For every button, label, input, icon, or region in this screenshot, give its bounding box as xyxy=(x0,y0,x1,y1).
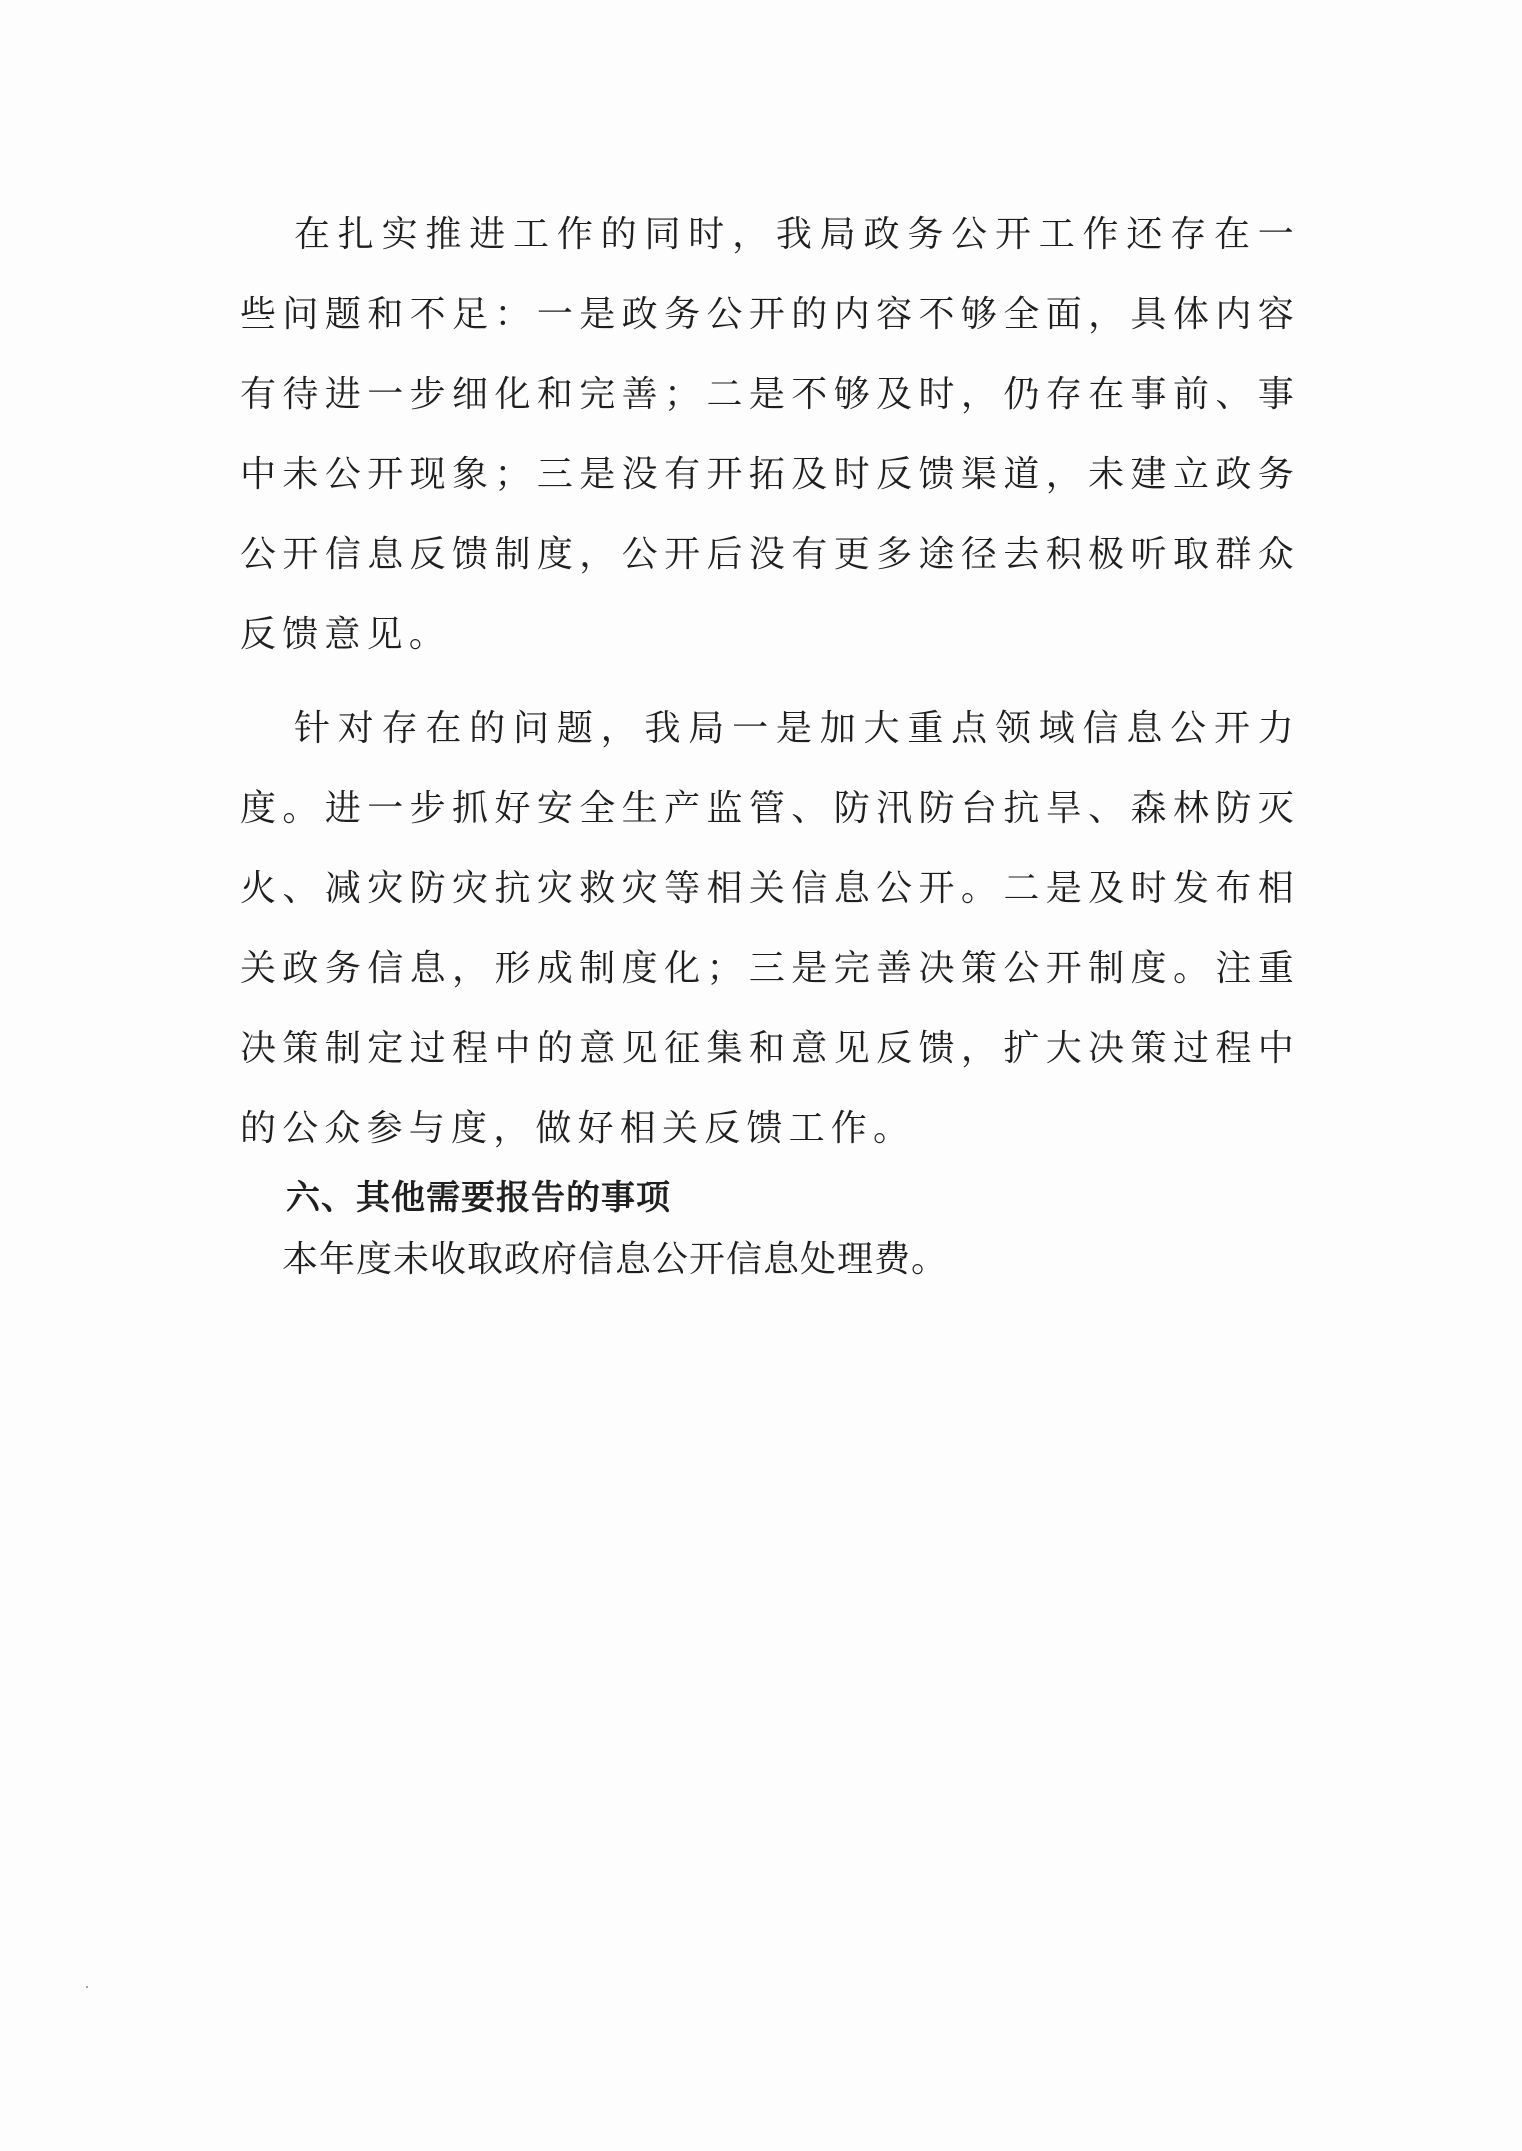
document-body xyxy=(240,195,1300,1293)
scan-speck xyxy=(86,1986,88,1988)
section-heading: 六、其他需要报告的事项 xyxy=(286,1178,671,1218)
section-text: 本年度未收取政府信息公开信息处理费。 xyxy=(282,1239,949,1280)
paragraph-measures: 针对存在的问题，我局一是加大重点领域信息公开力度。进一步抓好安全生产监管、防汛防台抗旱、森林防灭火、减灾防灾抗灾救灾等相关信息公开。二是及时发布相关政务信息，形成制度化；三是完善决策公开制度。注重决策制定过程中的意见征集和意见反馈，扩大决策过程中的公众参与度，做好相关反馈工作。 xyxy=(240,708,1300,1149)
paragraph-problems: 在扎实推进工作的同时，我局政务公开工作还存在一些问题和不足：一是政务公开的内容不够全面，具体内容有待进一步细化和完善；二是不够及时，仍存在事前、事中未公开现象；三是没有开拓及时反馈渠道，未建立政务公开信息反馈制度，公开后没有更多途径去积极听取群众反馈意见。 xyxy=(240,214,1300,655)
